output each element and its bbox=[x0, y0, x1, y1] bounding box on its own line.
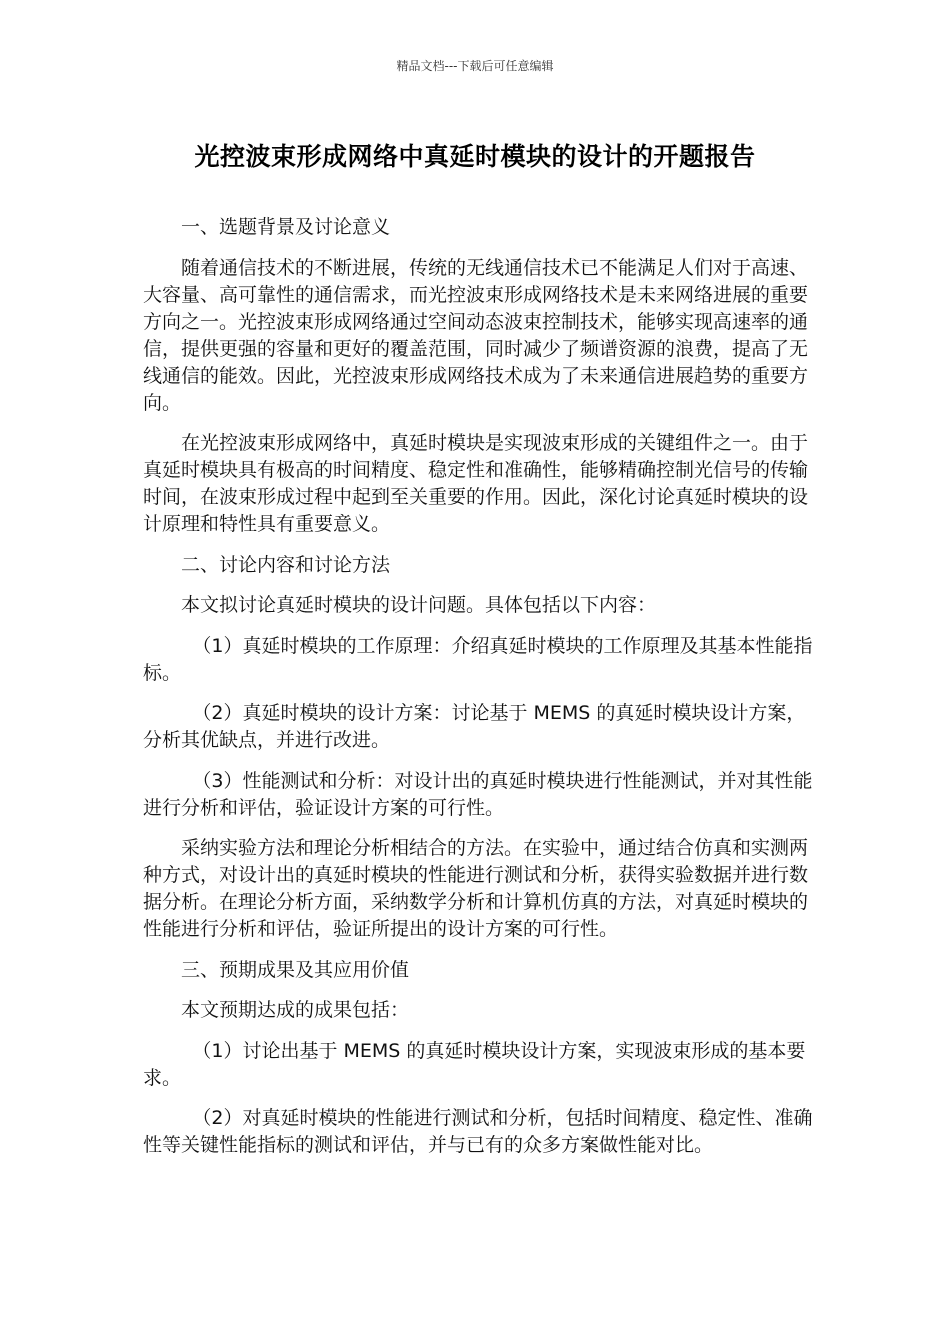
section-1-heading: 一、选题背景及讨论意义 bbox=[181, 216, 391, 238]
header-note: 精品文档---下载后可任意编辑 bbox=[396, 59, 554, 73]
section-3-item-2: （2）对真延时模块的性能进行测试和分析，包括时间精度、稳定性、准确性等关键性能指标的测试和评估，并与已有的众多方案做性能对比。 bbox=[143, 1107, 813, 1156]
section-2-paragraph-2: 采纳实验方法和理论分析相结合的方法。在实验中，通过结合仿真和实测两种方式，对设计出的真延时模块的性能进行测试和分析，获得实验数据并进行数据分析。在理论分析方面，采纳数学分析和计算机仿真的方法，对真延时模块的性能进行分析和评估，验证所提出的设计方案的可行性。 bbox=[143, 837, 809, 940]
section-3-heading: 三、预期成果及其应用价值 bbox=[181, 958, 410, 981]
section-2-heading: 二、讨论内容和讨论方法 bbox=[181, 553, 391, 576]
section-1-paragraph-2: 在光控波束形成网络中，真延时模块是实现波束形成的关键组件之一。由于真延时模块具有极高的时间精度、稳定性和准确性，能够精确控制光信号的传输时间，在波束形成过程中起到至关重要的作用。因此，深化讨论真延时模块的设计原理和特性具有重要意义。 bbox=[143, 432, 809, 535]
section-2-paragraph-1: 本文拟讨论真延时模块的设计问题。具体包括以下内容： bbox=[181, 594, 657, 616]
section-2-item-3: （3）性能测试和分析：对设计出的真延时模块进行性能测试，并对其性能进行分析和评估，验证设计方案的可行性。 bbox=[143, 769, 813, 819]
section-1-paragraph-1: 随着通信技术的不断进展，传统的无线通信技术已不能满足人们对于高速、大容量、高可靠性的通信需求，而光控波束形成网络技术是未来网络进展的重要方向之一。光控波束形成网络通过空间动态波束控制技术，能够实现高速率的通信，提供更强的容量和更好的覆盖范围，同时减少了频谱资源的浪费，提高了无线通信的能效。因此，光控波束形成网络技术成为了未来通信进展趋势的重要方向。 bbox=[143, 256, 809, 414]
document-title: 光控波束形成网络中真延时模块的设计的开题报告 bbox=[194, 142, 756, 171]
document-body bbox=[143, 214, 819, 1173]
section-3-item-1: （1）讨论出基于 MEMS 的真延时模块设计方案，实现波束形成的基本要求。 bbox=[143, 1039, 806, 1089]
section-2-item-2: （2）真延时模块的设计方案：讨论基于 MEMS 的真延时模块设计方案，分析其优缺点，并进行改进。 bbox=[143, 702, 806, 751]
section-3-paragraph-1: 本文预期达成的成果包括： bbox=[181, 999, 410, 1021]
section-2-item-1: （1）真延时模块的工作原理：介绍真延时模块的工作原理及其基本性能指标。 bbox=[143, 634, 813, 684]
